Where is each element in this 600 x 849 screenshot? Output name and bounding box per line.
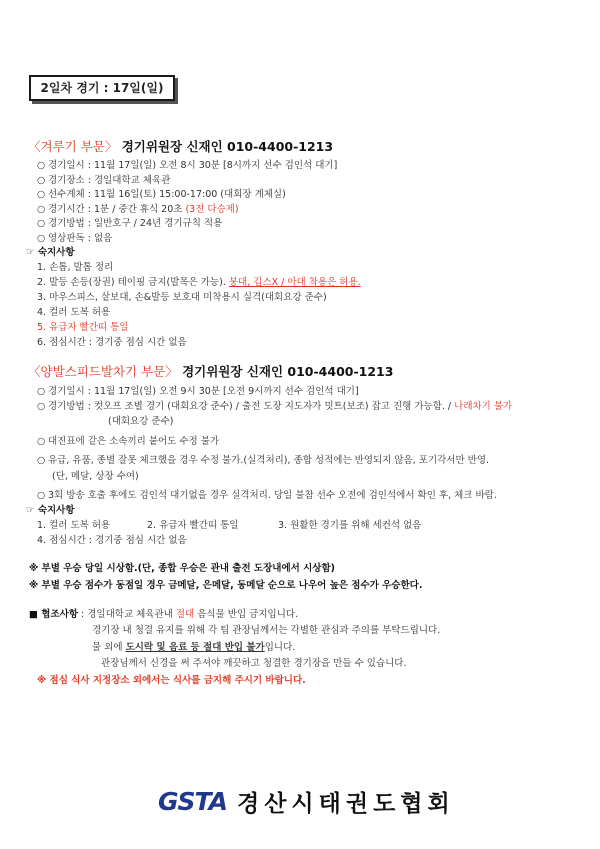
cooperation-line: ■ 협조사항 : 경일대학교 체육관내 절대 음식물 반입 금지입니다.	[29, 609, 299, 620]
section-heading-sparring	[28, 137, 333, 155]
info-line: ○ 경기시간 : 1분 / 중간 휴식 20초 (3전 다승제)	[37, 204, 239, 215]
info-line: ○ 영상판독 : 없음	[37, 233, 113, 244]
info-line: (단, 메달, 상장 수여)	[52, 471, 139, 482]
note-item: 1. 컬러 도복 허용	[37, 520, 111, 531]
award-note: ※ 부별 우승 점수가 동점일 경우 금메달, 은메달, 동메달 순으로 나우어 높은 점수가 우승한다.	[29, 580, 423, 591]
footer-logo	[158, 786, 455, 816]
section-tag: 〈겨루기 부문〉	[28, 139, 118, 154]
info-line: ○ 3회 방송 호출 후에도 검인석 대기없을 경우 실격처리. 당일 불참 선수 오전에 검인석에서 확인 후, 체크 바람.	[37, 490, 497, 501]
note-item: 2. 유급자 빨간띠 통일	[147, 520, 239, 531]
info-line: ○ 대진표에 같은 소속끼리 붙어도 수정 불가	[37, 436, 220, 447]
section-heading-speed-kick	[28, 362, 393, 380]
info-line: ○ 경기방법 : 컷오프 조별 경기 (대회요강 준수) / 출전 도장 지도자가 밋트(보조) 잡고 진행 가능함. / 나래차기 불가	[37, 401, 513, 412]
note-item: 6. 점심시간 : 경기중 점심 시간 없음	[37, 337, 187, 348]
award-note: ※ 부별 우승 당일 시상함.(단, 종합 우승은 관내 출전 도장내에서 시상함)	[29, 563, 335, 574]
section-tag: 〈양발스피드발차기 부문〉	[28, 364, 178, 379]
organization-name: 경산시태권도협회	[237, 790, 455, 817]
info-line: ○ 선수계체 : 11월 16일(토) 15:00-17:00 (대회장 계체실)	[37, 189, 286, 200]
section-contact: 경기위원장 신재인 010-4400-1213	[117, 139, 334, 154]
note-item: 1. 손톱, 발톱 정리	[37, 262, 114, 273]
note-item: 4. 컬러 도복 허용	[37, 307, 111, 318]
note-item: 3. 마우스피스, 샅보대, 손&발등 보호대 미착용시 실격(대회요강 준수)	[37, 292, 327, 303]
note-item: 3. 원활한 경기를 위해 세컨석 없음	[278, 520, 422, 531]
info-line: ○ 경기일시 : 11월 17일(일) 오전 9시 30분 [오전 9시까지 선수 검인석 대기]	[37, 386, 359, 397]
info-line: ○ 경기일시 : 11월 17일(일) 오전 8시 30분 [8시까지 선수 검인석 대기]	[37, 160, 338, 171]
note-item: 5. 유급자 빨간띠 통일	[37, 322, 129, 333]
notes-title: ☞ 숙지사항	[26, 247, 75, 258]
section-contact: 경기위원장 신재인 010-4400-1213	[177, 364, 394, 379]
info-line: (대회요강 준수)	[108, 416, 174, 427]
info-line: ○ 경기장소 : 경일대학교 체육관	[37, 175, 171, 186]
lunch-warning: ※ 점심 식사 지정장소 외에서는 식사를 금지해 주시기 바랍니다.	[37, 675, 306, 686]
gsta-logo-icon: GSTA	[158, 786, 227, 816]
notes-title: ☞ 숙지사항	[26, 505, 75, 516]
cooperation-line: 경기장 내 청결 유지를 위해 각 팀 관장님께서는 각별한 관심과 주의를 부탁드립니다.	[92, 625, 441, 636]
cooperation-line: 관장님께서 신경을 써 주셔야 깨끗하고 청결한 경기장을 만들 수 있습니다.	[101, 658, 407, 669]
cooperation-line: 물 외에 도시락 및 음료 등 절대 반입 불가입니다.	[92, 642, 296, 653]
info-line: ○ 경기방법 : 일반호구 / 24년 경기규칙 적용	[37, 218, 223, 229]
note-item: 4. 점심시간 : 경기중 점심 시간 없음	[37, 535, 187, 546]
info-line: ○ 유급, 유품, 종별 잘못 체크했을 경우 수정 불가.(실격처리), 종합 성적에는 반영되지 않음, 포기각서만 반영.	[37, 455, 490, 466]
day-title: 2일차 경기 : 17일(일)	[29, 75, 175, 101]
note-item: 2. 발등 손등(장권) 테이핑 금지(발목은 가능). 붕대, 깁스X / 아대 착용은 허용.	[37, 277, 361, 288]
